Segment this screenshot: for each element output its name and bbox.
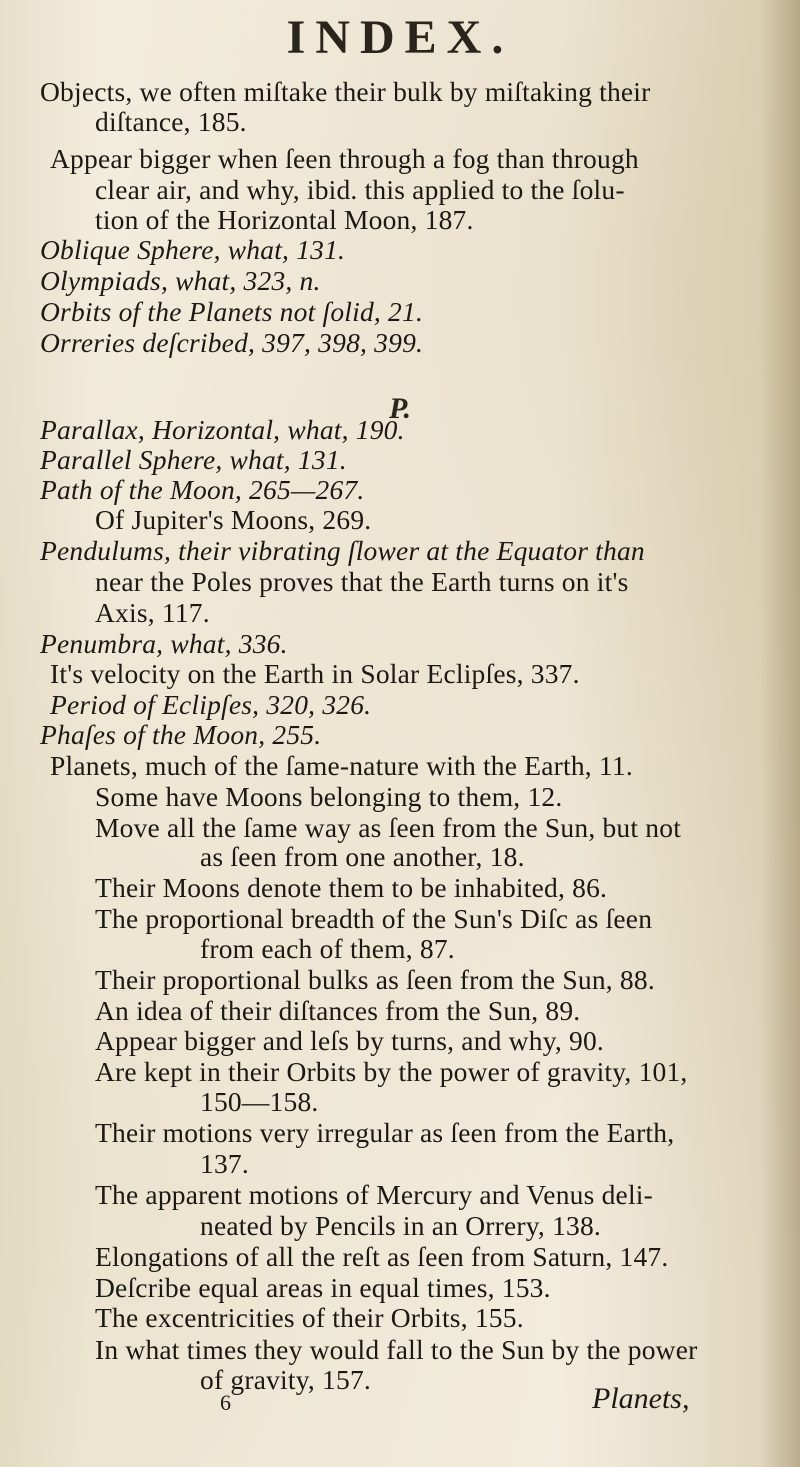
index-line: Appear bigger and leſs by turns, and why, 90.	[95, 1024, 604, 1056]
index-line: The apparent motions of Mercury and Venus deli-	[95, 1179, 653, 1211]
section-letter: P.	[389, 392, 411, 425]
index-line: Axis, 117.	[95, 596, 210, 628]
index-line: neated by Pencils in an Orrery, 138.	[200, 1209, 601, 1241]
index-line: An idea of their diſtances from the Sun, 89.	[95, 994, 581, 1026]
index-line: clear air, and why, ibid. this applied to the ſolu-	[95, 173, 625, 205]
catchword: Planets,	[592, 1382, 690, 1415]
index-line: tion of the Horizontal Moon, 187.	[95, 204, 474, 236]
index-line: Elongations of all the reſt as ſeen from Saturn, 147.	[95, 1240, 669, 1272]
index-line: Planets, much of the ſame-nature with the Earth, 11.	[50, 750, 633, 782]
index-line: Are kept in their Orbits by the power of gravity, 101,	[95, 1055, 688, 1087]
index-line: Deſcribe equal areas in equal times, 153.	[95, 1271, 551, 1303]
index-line: Pendulums, their vibrating ſlower at the Equator than	[40, 535, 645, 567]
index-line: from each of them, 87.	[200, 933, 455, 965]
index-line: Move all the ſame way as ſeen from the Sun, but not	[95, 811, 682, 843]
index-line: Objects, we often miſtake their bulk by miſtaking their	[40, 76, 651, 107]
index-line: Parallax, Horizontal, what, 190.	[40, 413, 405, 445]
index-line: The excentricities of their Orbits, 155.	[95, 1302, 524, 1334]
page-edge-shadow	[760, 0, 800, 1467]
index-line: Their Moons denote them to be inhabited, 86.	[95, 872, 608, 904]
index-line: It's velocity on the Earth in Solar Eclipſes, 337.	[50, 657, 580, 689]
index-line: Their motions very irregular as ſeen from the Earth,	[95, 1117, 675, 1149]
index-line: 150—158.	[200, 1086, 319, 1118]
index-line: Parallel Sphere, what, 131.	[40, 443, 347, 475]
index-line: Penumbra, what, 336.	[40, 627, 288, 659]
index-line: Olympiads, what, 323, n.	[40, 265, 321, 297]
index-line: Orbits of the Planets not ſolid, 21.	[40, 295, 424, 327]
index-line: 137.	[200, 1148, 249, 1180]
index-line: Their proportional bulks as ſeen from the Sun, 88.	[95, 964, 655, 996]
index-line: Appear bigger when ſeen through a fog than through	[50, 142, 639, 174]
index-line: diſtance, 185.	[95, 106, 247, 138]
index-line: Orreries deſcribed, 397, 398, 399.	[40, 326, 424, 358]
index-line: Period of Eclipſes, 320, 326.	[50, 689, 372, 721]
index-line: near the Poles proves that the Earth turns on it's	[95, 566, 629, 598]
signature-mark: 6	[220, 1390, 231, 1415]
index-line: The proportional breadth of the Sun's Diſc as ſeen	[95, 903, 653, 935]
index-line: of gravity, 157.	[200, 1364, 371, 1396]
index-line: Some have Moons belonging to them, 12.	[95, 780, 563, 812]
index-line: Path of the Moon, 265—267.	[40, 474, 365, 506]
index-line: Phaſes of the Moon, 255.	[40, 719, 322, 751]
index-line: as ſeen from one another, 18.	[200, 840, 525, 872]
index-line: Of Jupiter's Moons, 269.	[95, 504, 372, 536]
index-line: Oblique Sphere, what, 131.	[40, 234, 346, 266]
running-header: INDEX.	[286, 11, 514, 64]
index-line: In what times they would fall to the Sun by the power	[95, 1334, 698, 1366]
